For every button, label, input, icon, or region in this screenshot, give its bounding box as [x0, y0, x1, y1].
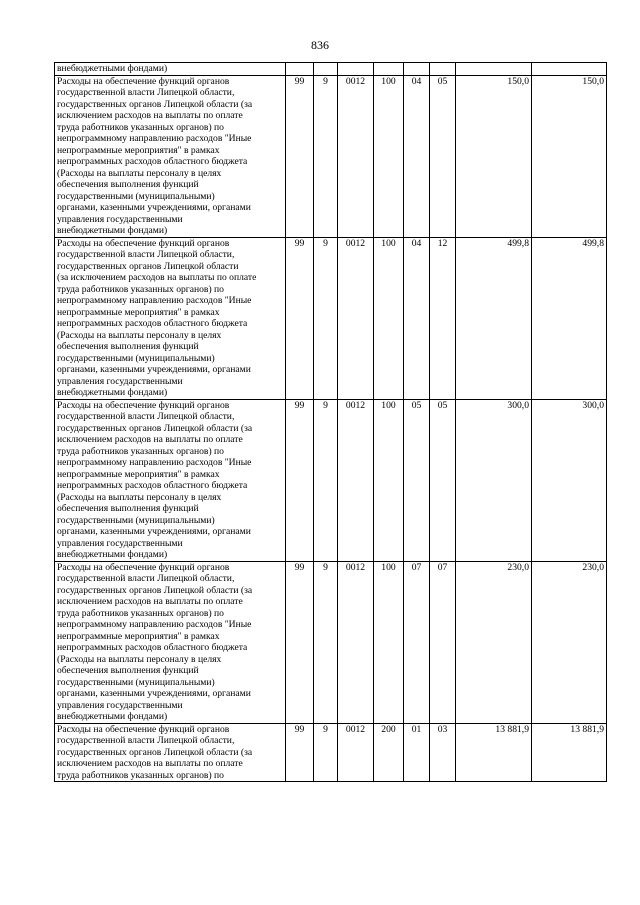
amount-cell: 300,0: [456, 399, 532, 561]
description-line: (за исключением расходов на выплаты по оплате: [57, 272, 257, 283]
program-code: 9: [314, 399, 338, 561]
description-line: обеспечения выполнения функций: [57, 179, 199, 190]
expense-type-code: 100: [374, 75, 404, 237]
expense-type-code: 100: [374, 561, 404, 723]
expense-type-code: 100: [374, 237, 404, 399]
description-line: государственными (муниципальными): [57, 352, 215, 364]
description-line: труда работников указанных органов) по: [57, 607, 224, 619]
expense-description: [55, 723, 286, 782]
description-line: Расходы на обеспечение функций органов: [57, 237, 230, 249]
target-article-code: 0012: [338, 561, 374, 723]
description-line: непрограммному направлению расходов "Иные: [57, 133, 252, 144]
description-line: управления государственными: [57, 375, 183, 387]
expense-description: [55, 561, 286, 723]
ministry-code: 99: [286, 723, 314, 782]
program-code: 9: [314, 75, 338, 237]
description-line: непрограммные мероприятия" в рамках: [57, 306, 220, 318]
description-line: внебюджетными фондами): [57, 387, 168, 398]
description-line: исключением расходов на выплаты по оплате: [57, 110, 243, 121]
amount-cell: [456, 63, 532, 76]
description-line: государственной власти Липецкой области,: [57, 87, 235, 98]
description-line: исключением расходов на выплаты по оплате: [57, 758, 243, 769]
description-line: государственной власти Липецкой области,: [57, 411, 235, 422]
description-line: непрограммных расходов областного бюджета: [57, 480, 248, 491]
section-code: [404, 63, 430, 76]
description-line: государственными (муниципальными): [57, 190, 215, 202]
subsection-code: 03: [430, 723, 456, 782]
description-line: (Расходы на выплаты персоналу в целях: [57, 167, 222, 179]
description-line: непрограммному направлению расходов "Иные: [57, 619, 252, 630]
amount-total-cell: [532, 63, 607, 76]
table-row: [55, 237, 607, 399]
description-line: государственной власти Липецкой области,: [57, 573, 235, 584]
description-line: государственных органов Липецкой области (за: [57, 584, 253, 596]
expense-type-code: 200: [374, 723, 404, 782]
description-line: непрограммные мероприятия" в рамках: [57, 468, 220, 480]
description-line: обеспечения выполнения функций: [57, 341, 199, 352]
program-code: [314, 63, 338, 76]
amount-cell: 499,8: [456, 237, 532, 399]
description-line: непрограммные мероприятия" в рамках: [57, 144, 220, 156]
expense-description: [55, 237, 286, 399]
program-code: 9: [314, 723, 338, 782]
description-line: (Расходы на выплаты персоналу в целях: [57, 491, 222, 503]
amount-cell: 13 881,9: [456, 723, 532, 782]
expense-description: [55, 399, 286, 561]
description-line: непрограммному направлению расходов "Иные: [57, 295, 252, 306]
subsection-code: 05: [430, 399, 456, 561]
amount-cell: 230,0: [456, 561, 532, 723]
description-line: управления государственными: [57, 537, 183, 549]
target-article-code: [338, 63, 374, 76]
description-line: обеспечения выполнения функций: [57, 665, 199, 676]
description-line: государственных органов Липецкой области (за: [57, 98, 253, 110]
budget-table: [54, 62, 607, 782]
amount-total-cell: 230,0: [532, 561, 607, 723]
ministry-code: [286, 63, 314, 76]
description-line: Расходы на обеспечение функций органов: [57, 723, 230, 735]
description-line: органами, казенными учреждениями, органами: [57, 364, 251, 375]
expense-description: [55, 75, 286, 237]
description-line: органами, казенными учреждениями, органами: [57, 688, 251, 699]
description-line: непрограммные мероприятия" в рамках: [57, 630, 220, 642]
description-line: государственных органов Липецкой области (за: [57, 422, 253, 434]
description-line: труда работников указанных органов) по: [57, 121, 224, 133]
description-line: государственных органов Липецкой области (за: [57, 746, 253, 758]
description-line: непрограммному направлению расходов "Иные: [57, 457, 252, 468]
description-line: государственных органов Липецкой области: [57, 260, 239, 272]
target-article-code: 0012: [338, 75, 374, 237]
description-line: государственной власти Липецкой области,: [57, 249, 235, 260]
description-line: органами, казенными учреждениями, органами: [57, 526, 251, 537]
page-number: 836: [311, 38, 329, 52]
description-line: государственными (муниципальными): [57, 514, 215, 526]
expense-type-code: [374, 63, 404, 76]
description-line: непрограммных расходов областного бюджета: [57, 642, 248, 653]
description-line: Расходы на обеспечение функций органов: [57, 561, 230, 573]
ministry-code: 99: [286, 237, 314, 399]
expense-description: [55, 63, 286, 76]
program-code: 9: [314, 237, 338, 399]
table-row: [55, 75, 607, 237]
subsection-code: 05: [430, 75, 456, 237]
subsection-code: [430, 63, 456, 76]
description-line: внебюджетными фондами): [57, 711, 168, 722]
table-row: [55, 399, 607, 561]
description-line: органами, казенными учреждениями, органами: [57, 202, 251, 213]
description-line: управления государственными: [57, 213, 183, 225]
table-row: [55, 63, 607, 76]
subsection-code: 07: [430, 561, 456, 723]
description-line: Расходы на обеспечение функций органов: [57, 75, 230, 87]
description-line: исключением расходов на выплаты по оплате: [57, 596, 243, 607]
description-line: (Расходы на выплаты персоналу в целях: [57, 653, 222, 665]
target-article-code: 0012: [338, 723, 374, 782]
description-line: государственными (муниципальными): [57, 676, 215, 688]
description-line: непрограммных расходов областного бюджета: [57, 318, 248, 329]
section-code: 04: [404, 237, 430, 399]
amount-total-cell: 150,0: [532, 75, 607, 237]
program-code: 9: [314, 561, 338, 723]
description-line: внебюджетными фондами): [57, 63, 168, 74]
ministry-code: 99: [286, 561, 314, 723]
description-line: государственной власти Липецкой области,: [57, 735, 235, 746]
table-row: [55, 723, 607, 782]
section-code: 07: [404, 561, 430, 723]
ministry-code: 99: [286, 399, 314, 561]
description-line: труда работников указанных органов) по: [57, 283, 224, 295]
expense-type-code: 100: [374, 399, 404, 561]
description-line: внебюджетными фондами): [57, 225, 168, 236]
section-code: 01: [404, 723, 430, 782]
amount-total-cell: 499,8: [532, 237, 607, 399]
amount-total-cell: 13 881,9: [532, 723, 607, 782]
description-line: (Расходы на выплаты персоналу в целях: [57, 329, 222, 341]
target-article-code: 0012: [338, 237, 374, 399]
description-line: исключением расходов на выплаты по оплате: [57, 434, 243, 445]
description-line: внебюджетными фондами): [57, 549, 168, 560]
section-code: 04: [404, 75, 430, 237]
description-line: труда работников указанных органов) по: [57, 769, 224, 781]
description-line: Расходы на обеспечение функций органов: [57, 399, 230, 411]
description-line: непрограммных расходов областного бюджета: [57, 156, 248, 167]
description-line: управления государственными: [57, 699, 183, 711]
description-line: обеспечения выполнения функций: [57, 503, 199, 514]
target-article-code: 0012: [338, 399, 374, 561]
amount-total-cell: 300,0: [532, 399, 607, 561]
subsection-code: 12: [430, 237, 456, 399]
description-line: труда работников указанных органов) по: [57, 445, 224, 457]
ministry-code: 99: [286, 75, 314, 237]
table-row: [55, 561, 607, 723]
section-code: 05: [404, 399, 430, 561]
amount-cell: 150,0: [456, 75, 532, 237]
